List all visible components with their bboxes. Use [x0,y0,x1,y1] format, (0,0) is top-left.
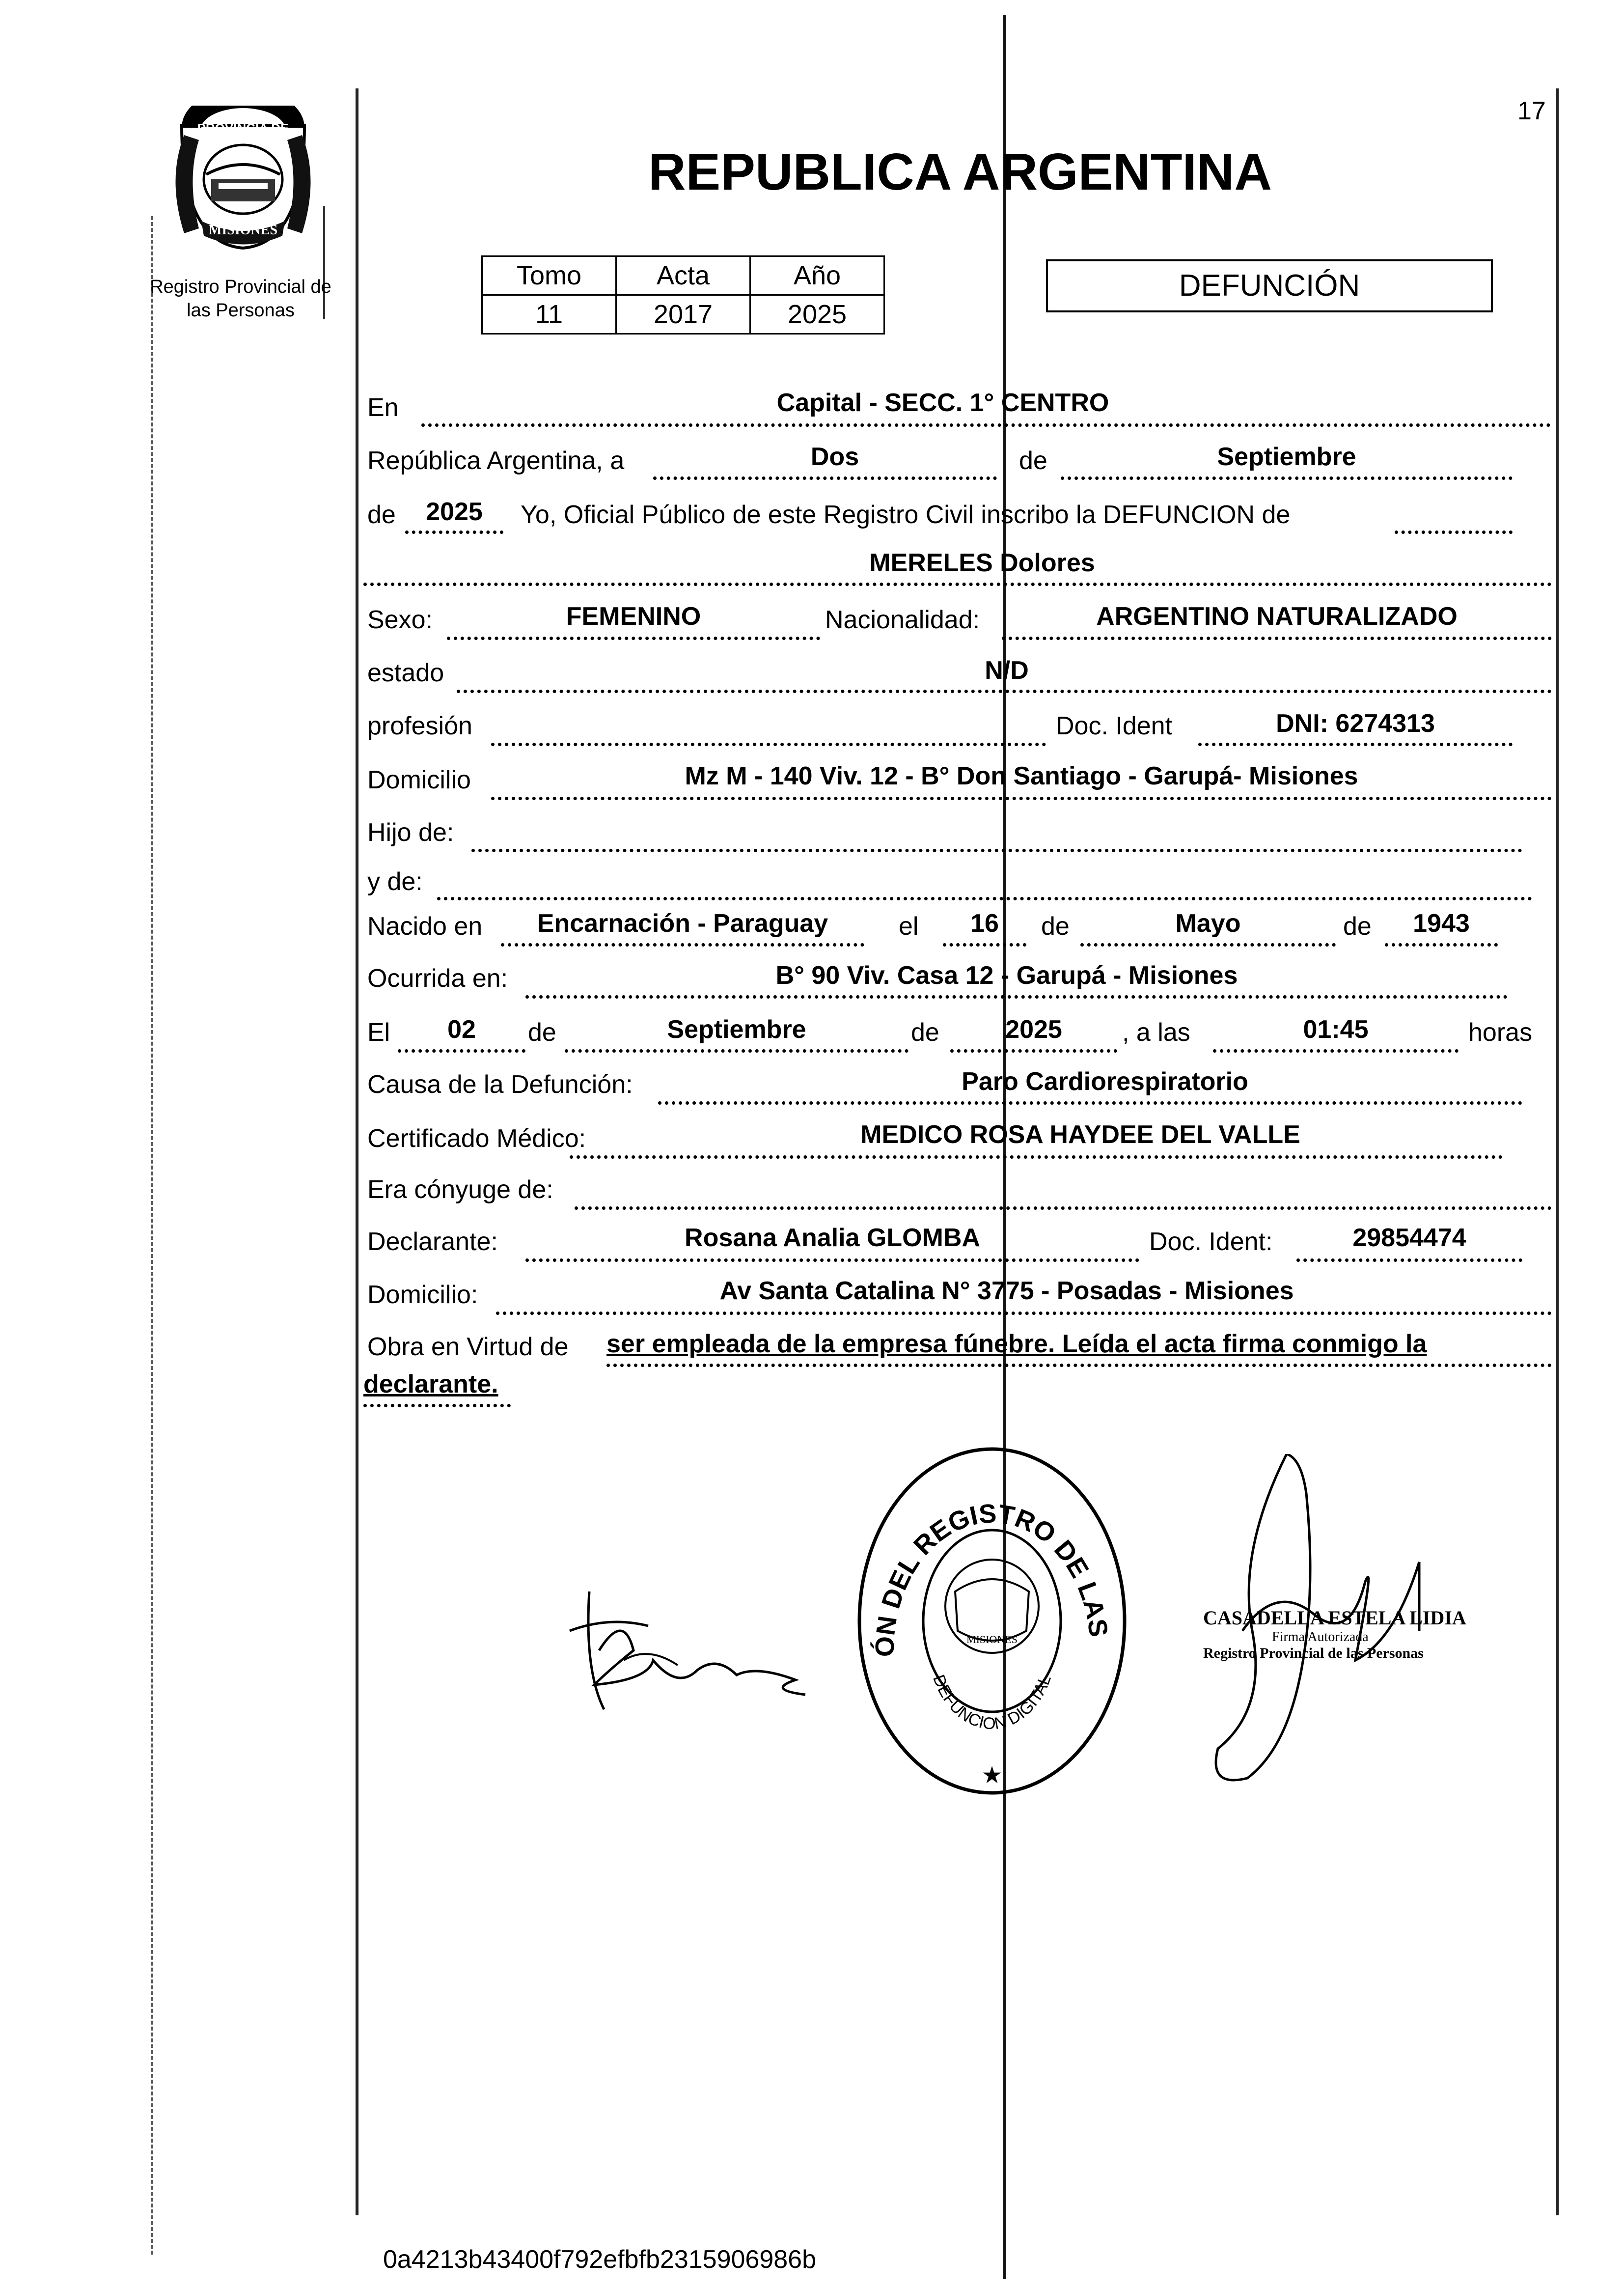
profesion-underline [491,743,1046,746]
alas-label: , a las [1122,1018,1190,1047]
logo-caption [133,275,349,322]
de-label-4: de [1343,912,1372,941]
domicilio2-value: Av Santa Catalina N° 3775 - Posadas - Misiones [719,1277,1294,1305]
nacionalidad-underline [1002,637,1552,640]
obra-label: Obra en Virtud de [367,1333,569,1361]
hijo-label: Hijo de: [367,818,454,847]
sexo-label: Sexo: [367,606,433,634]
doc-ident-label: Doc. Ident [1056,712,1173,740]
de-label-5: de [528,1018,556,1047]
domicilio-label: Domicilio [367,766,471,794]
estado-underline [457,690,1552,693]
sexo-value: FEMENINO [566,602,701,631]
estado-label: estado [367,659,444,687]
doc-type-box [1046,259,1493,312]
horas-label: horas [1468,1018,1533,1047]
table-header-anio: Año [750,256,884,295]
year-value: 2025 [426,498,483,526]
official-role: Firma Autorizada [1272,1629,1369,1645]
obra-value-line1: ser empleada de la empresa fúnebre. Leída el acta firma conmigo la [606,1330,1427,1358]
logo-banner-text: MISIONES [208,223,278,238]
table-header-tomo: Tomo [482,256,616,295]
nacido-label: Nacido en [367,912,483,941]
death-day-underline [398,1049,525,1053]
svg-text:DEFUNCION DIGITAL [929,1672,1055,1733]
profesion-label: profesión [367,712,472,740]
birth-day-underline [943,943,1026,947]
declarante-underline [525,1258,1139,1262]
death-time: 01:45 [1303,1015,1369,1044]
en-value: Capital - SECC. 1° CENTRO [776,389,1109,417]
table-header-acta: Acta [616,256,750,295]
svg-text:DELEGACIÓN DEL REGISTRO DE LAS [854,1444,1114,1657]
tomo-acta-anio-table [481,255,885,335]
registry-stamp-icon [854,1444,1129,1798]
de-label-3: de [1041,912,1070,941]
el-label: el [899,912,919,941]
certificado-value: MEDICO ROSA HAYDEE DEL VALLE [860,1120,1300,1149]
El-label: El [367,1018,390,1047]
death-month: Septiembre [667,1015,806,1044]
year-underline [405,530,503,534]
month-value: Septiembre [1217,443,1356,471]
page-title: REPUBLICA ARGENTINA [648,143,1272,201]
death-year: 2025 [1005,1015,1062,1044]
conyuge-underline [575,1206,1552,1210]
certificado-label: Certificado Médico: [367,1124,586,1153]
de-label-6: de [911,1018,939,1047]
day-underline [653,476,997,480]
certificado-underline [570,1155,1503,1159]
sexo-underline [447,637,820,640]
decl-doc-label: Doc. Ident: [1149,1228,1273,1256]
de-label-2: de [367,501,396,529]
domicilio-value: Mz M - 140 Viv. 12 - B° Don Santiago - Garupá- Misiones [685,762,1358,790]
nacionalidad-value: ARGENTINO NATURALIZADO [1096,602,1458,631]
doc-ident-underline [1198,743,1513,746]
nacido-value: Encarnación - Paraguay [537,909,828,938]
table-value-acta: 2017 [616,295,750,334]
death-day: 02 [447,1015,476,1044]
official-info [1203,1606,1466,1662]
form-left-border [356,88,358,2215]
left-dashed-margin [151,216,153,2255]
causa-value: Paro Cardiorespiratorio [962,1067,1248,1096]
doc-type-label: DEFUNCIÓN [1179,269,1360,303]
province-logo [162,106,324,253]
decl-doc-value: 29854474 [1352,1224,1466,1252]
official-office: Registro Provincial de las Personas [1203,1645,1424,1661]
causa-underline [658,1101,1522,1105]
coat-of-arms-icon [162,106,324,253]
declarant-signature-icon [550,1572,825,1729]
ocurrida-value: B° 90 Viv. Casa 12 - Garupá - Misiones [775,961,1238,990]
declarante-label: Declarante: [367,1228,498,1256]
causa-label: Causa de la Defunción: [367,1070,633,1099]
logo-caption-line1: Registro Provincial de [150,277,331,297]
inscribo-text: Yo, Oficial Público de este Registro Civil inscribo la DEFUNCION de [521,501,1291,529]
conyuge-label: Era cónyuge de: [367,1175,553,1204]
stamp-outer-text: ÓN DEL REGISTRO DE LAS [870,1499,1114,1657]
birth-year-underline [1385,943,1498,947]
stamp-seal-text: MISIONES [966,1633,1018,1646]
table-value-anio: 2025 [750,295,884,334]
stamp-star-icon: ★ [981,1762,1003,1788]
doc-ident-value: DNI: 6274313 [1276,709,1435,738]
de-label-1: de [1019,447,1047,475]
official-stamp [854,1444,1129,1798]
decl-doc-underline [1296,1258,1522,1262]
name-underline [363,583,1552,586]
ocurrida-underline [525,995,1508,999]
birth-day: 16 [970,909,999,938]
hijo-underline [471,849,1522,852]
estado-value: N/D [985,656,1029,685]
obra-underline-2 [363,1404,511,1407]
domicilio-underline [491,797,1552,800]
birth-year: 1943 [1413,909,1470,938]
day-value: Dos [810,443,859,471]
logo-arc-text: PROVINCIA DE [197,121,289,136]
yde-label: y de: [367,867,423,896]
domicilio2-label: Domicilio: [367,1281,478,1309]
stamp-inner-text: DEFUNCION DIGITAL [929,1672,1055,1733]
domicilio2-underline [496,1312,1552,1315]
form-right-border [1556,88,1559,2215]
deceased-name: MERELES Dolores [869,549,1095,577]
table-value-tomo: 11 [482,295,616,334]
death-year-underline [950,1049,1117,1053]
birth-month: Mayo [1175,909,1241,938]
birth-month-underline [1080,943,1336,947]
obra-value-line2: declarante. [363,1370,498,1398]
death-time-underline [1213,1049,1459,1053]
table-value-row [482,295,884,334]
declarante-value: Rosana Analia GLOMBA [685,1224,980,1252]
death-month-underline [565,1049,908,1053]
nacionalidad-label: Nacionalidad: [825,606,980,634]
yde-underline [437,897,1532,900]
en-label: En [367,393,399,422]
inscribo-underline [1395,530,1513,534]
nacido-underline [501,943,864,947]
official-name: CASADELLA ESTELA LIDIA [1203,1607,1466,1629]
month-underline [1061,476,1513,480]
obra-underline-1 [606,1364,1552,1367]
republica-label: República Argentina, a [367,447,625,475]
table-header-row [482,256,884,295]
en-underline [421,423,1551,427]
ocurrida-label: Ocurrida en: [367,964,508,993]
page-number: 17 [1517,97,1546,125]
document-hash: 0a4213b43400f792efbfb2315906986b [383,2245,817,2274]
logo-caption-line2: las Personas [187,300,295,321]
